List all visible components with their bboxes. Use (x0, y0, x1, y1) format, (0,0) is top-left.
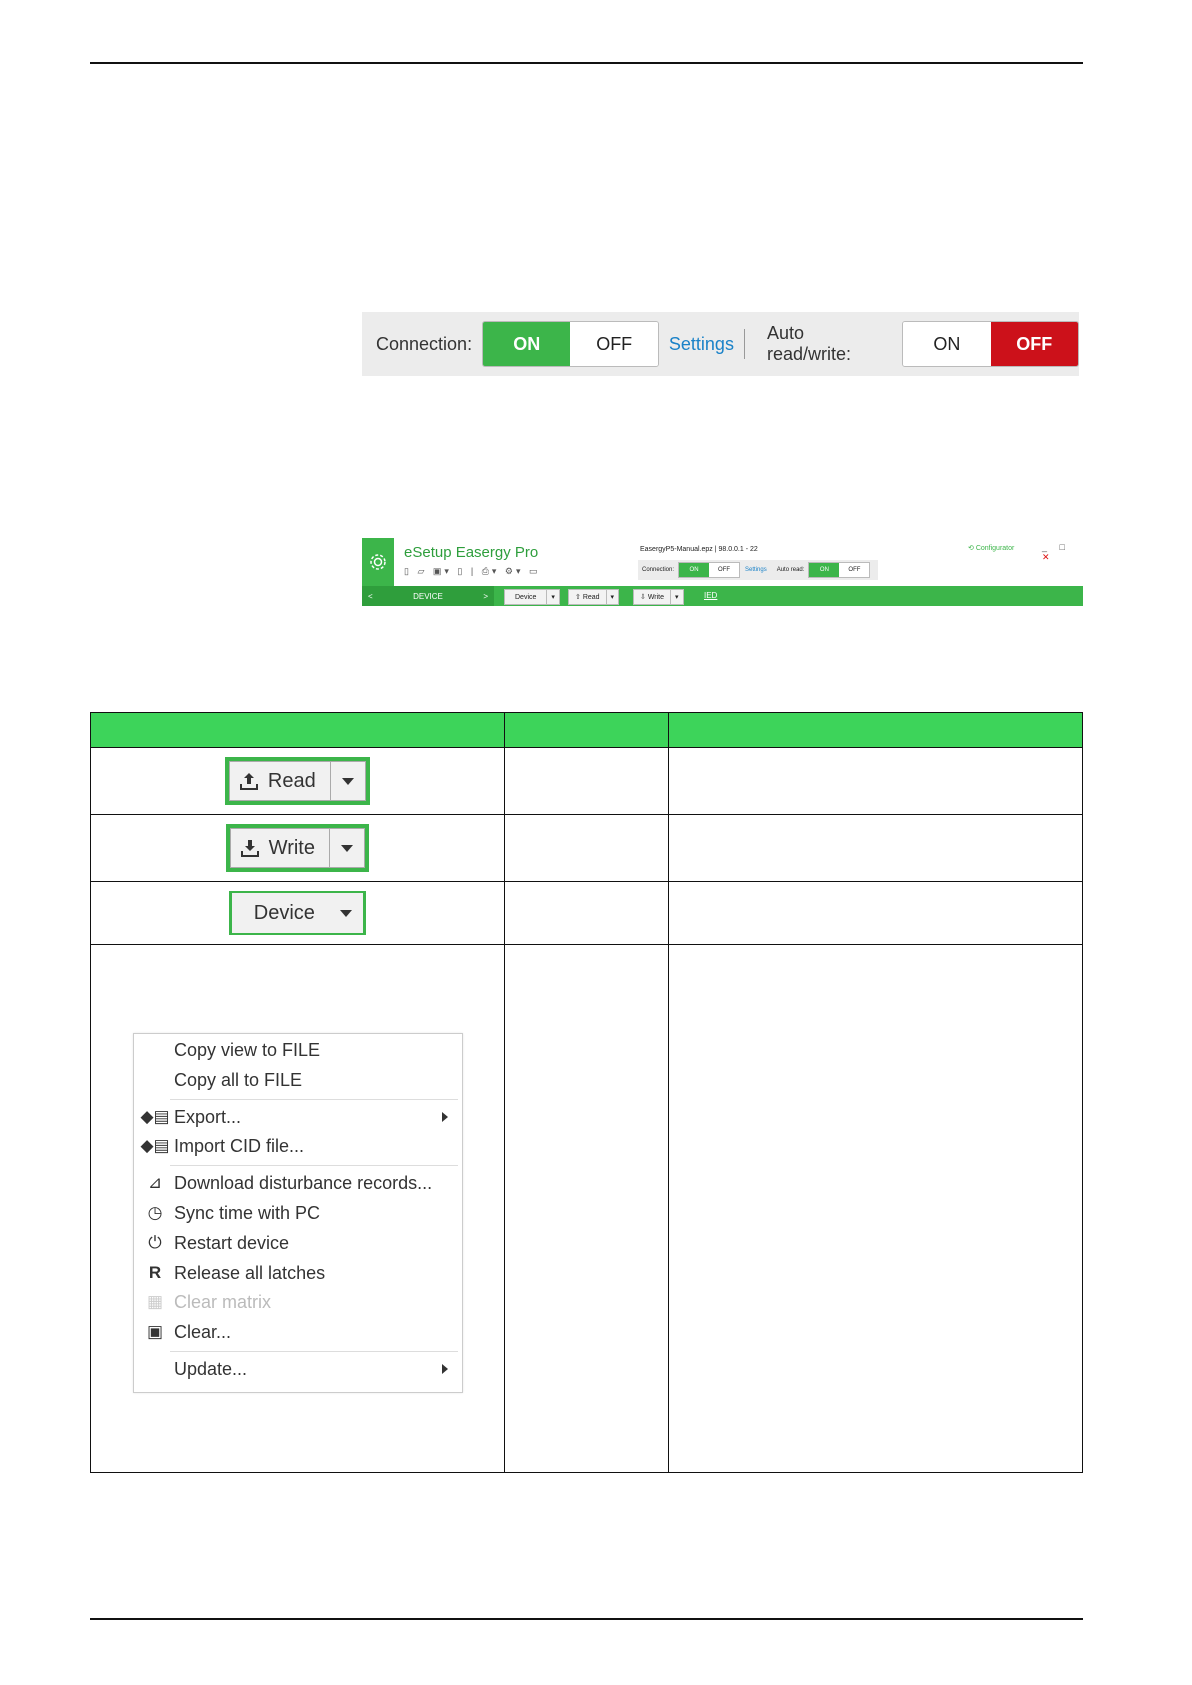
menu-item-release-latches[interactable] (134, 1259, 462, 1287)
file-info: EasergyP5-Manual.epz | 98.0.0.1 - 22 (640, 546, 758, 553)
mini-connection-bar (638, 560, 878, 580)
table-header-cell (669, 713, 1083, 748)
mini-on-button[interactable]: ON (679, 563, 709, 577)
mini-settings-link[interactable]: Settings (745, 567, 767, 573)
mini-auto-on-button[interactable]: ON (809, 563, 839, 577)
table-cell (91, 815, 505, 882)
menu-item-download-disturbance[interactable] (134, 1169, 462, 1197)
menu-item-label: Sync time with PC (174, 1202, 321, 1223)
menu-separator (170, 1165, 458, 1166)
submenu-arrow-icon (442, 1364, 448, 1374)
table-header-cell (504, 713, 669, 748)
menu-item-label: Copy all to FILE (174, 1069, 303, 1090)
menu-item-label: Restart device (174, 1232, 290, 1253)
menu-item-restart[interactable] (134, 1229, 462, 1257)
connection-toggle[interactable] (482, 321, 659, 367)
configurator-link[interactable]: ⟲ Configurator (968, 545, 1015, 552)
nav-bar (362, 586, 1083, 606)
chevron-down-icon (340, 910, 352, 917)
menu-item-label: Export... (174, 1106, 242, 1127)
bottom-rule (90, 1618, 1083, 1620)
mini-connection-label: Connection: (642, 567, 675, 573)
menu-item-label: Clear... (174, 1321, 232, 1342)
mini-write-label: Write (647, 594, 665, 601)
chevron-down-icon[interactable]: ▾ (606, 590, 619, 604)
app-title: eSetup Easergy Pro (404, 544, 539, 561)
device-dropdown-toggle[interactable] (329, 893, 363, 933)
menu-separator (170, 1351, 458, 1352)
mini-connection-toggle[interactable] (678, 562, 740, 578)
table-cell (669, 945, 1083, 1473)
chart-icon: ⊿ (147, 1173, 163, 1192)
auto-read-write-label: Auto read/write: (766, 323, 851, 364)
read-button[interactable] (225, 757, 370, 805)
mini-read-content: ⇧ Read (575, 594, 600, 601)
write-dropdown-toggle[interactable] (329, 829, 364, 867)
menu-item-clear[interactable] (134, 1318, 462, 1346)
mini-read-button[interactable] (568, 589, 619, 605)
menu-item-label: Download disturbance records... (174, 1172, 433, 1193)
menu-item-label: Clear matrix (174, 1291, 272, 1312)
clock-icon: ◷ (147, 1203, 163, 1222)
nav-next-button[interactable]: > (483, 591, 488, 601)
table-row (91, 815, 1083, 882)
write-button-label: Write (268, 836, 315, 859)
table-cell (669, 882, 1083, 945)
table-row (91, 748, 1083, 815)
mini-auto-off-button[interactable]: OFF (839, 563, 869, 577)
nav-prev-button[interactable]: < (368, 591, 373, 601)
mini-off-button[interactable]: OFF (709, 563, 739, 577)
mini-write-content: ⇩ Write (640, 594, 665, 601)
mini-write-button[interactable] (633, 589, 684, 605)
table-cell (504, 748, 669, 815)
table-cell (504, 815, 669, 882)
menu-item-export[interactable] (134, 1103, 462, 1131)
connection-on-button[interactable]: ON (483, 322, 570, 366)
mini-auto-read-label: Auto read: (776, 567, 805, 573)
menu-item-import-cid[interactable] (134, 1132, 462, 1160)
table-cell (504, 945, 669, 1473)
table-cell (669, 815, 1083, 882)
auto-read-write-toggle[interactable] (902, 321, 1079, 367)
table-cell (669, 748, 1083, 815)
table-row (91, 882, 1083, 945)
menu-item-copy-view[interactable] (134, 1036, 462, 1064)
settings-link[interactable]: Settings (668, 333, 734, 354)
device-button[interactable] (229, 891, 366, 935)
import-icon: ◆▤ (140, 1136, 170, 1155)
divider (744, 329, 745, 359)
device-context-menu (133, 1033, 463, 1393)
submenu-arrow-icon (442, 1112, 448, 1122)
device-button-label: Device (253, 901, 315, 924)
mini-read-label: Read (582, 594, 600, 601)
menu-item-label: Release all latches (174, 1262, 326, 1283)
gear-icon[interactable] (362, 538, 394, 586)
window-controls[interactable]: _ □ ✕ (1042, 542, 1070, 562)
auto-on-button[interactable]: ON (903, 322, 990, 366)
close-icon[interactable]: ✕ (1042, 552, 1055, 562)
download-icon (239, 837, 261, 859)
file-toolbar-icons[interactable]: ▯ ▱ ▣▾ ▯ | ⎙▾ ⚙▾ ▭ (404, 566, 541, 576)
menu-item-label: Update... (174, 1358, 248, 1379)
reset-latch-icon: R (148, 1263, 162, 1282)
top-rule (90, 62, 1083, 64)
grid-icon: ▦ (146, 1292, 164, 1311)
menu-item-update[interactable] (134, 1355, 462, 1383)
read-button-label: Read (267, 769, 316, 792)
mini-device-label: Device (515, 593, 537, 601)
read-dropdown-toggle[interactable] (330, 762, 365, 800)
upload-icon (238, 770, 260, 792)
chevron-down-icon[interactable]: ▾ (546, 590, 559, 604)
app-header (362, 538, 1083, 608)
menu-item-label: Import CID file... (174, 1135, 305, 1156)
table-header-cell (91, 713, 505, 748)
connection-off-button[interactable]: OFF (570, 322, 657, 366)
mini-auto-toggle[interactable] (808, 562, 870, 578)
connection-label: Connection: (376, 333, 473, 354)
chevron-down-icon (341, 845, 353, 852)
nav-device-label: DEVICE (413, 591, 443, 601)
clear-icon: ▣ (146, 1322, 164, 1341)
device-nav[interactable] (362, 586, 494, 606)
menu-item-copy-all[interactable] (134, 1066, 462, 1094)
menu-item-sync-time[interactable] (134, 1199, 462, 1227)
table-cell (91, 748, 505, 815)
menu-separator (170, 1099, 458, 1100)
power-icon: ⏻ (148, 1233, 162, 1252)
menu-item-clear-matrix (134, 1288, 462, 1316)
write-button[interactable] (226, 824, 369, 872)
chevron-down-icon[interactable]: ▾ (670, 590, 683, 604)
menu-item-label: Copy view to FILE (174, 1039, 321, 1060)
mini-device-button[interactable] (504, 589, 560, 605)
table-header-row (91, 713, 1083, 748)
chevron-down-icon (342, 778, 354, 785)
table-cell (504, 882, 669, 945)
auto-off-button[interactable]: OFF (991, 322, 1078, 366)
ied-link[interactable]: IED (704, 591, 718, 600)
configurator-label: Configurator (975, 545, 1015, 552)
connection-toolbar (362, 312, 1079, 376)
export-icon: ◆▤ (140, 1107, 170, 1126)
table-cell (91, 882, 505, 945)
